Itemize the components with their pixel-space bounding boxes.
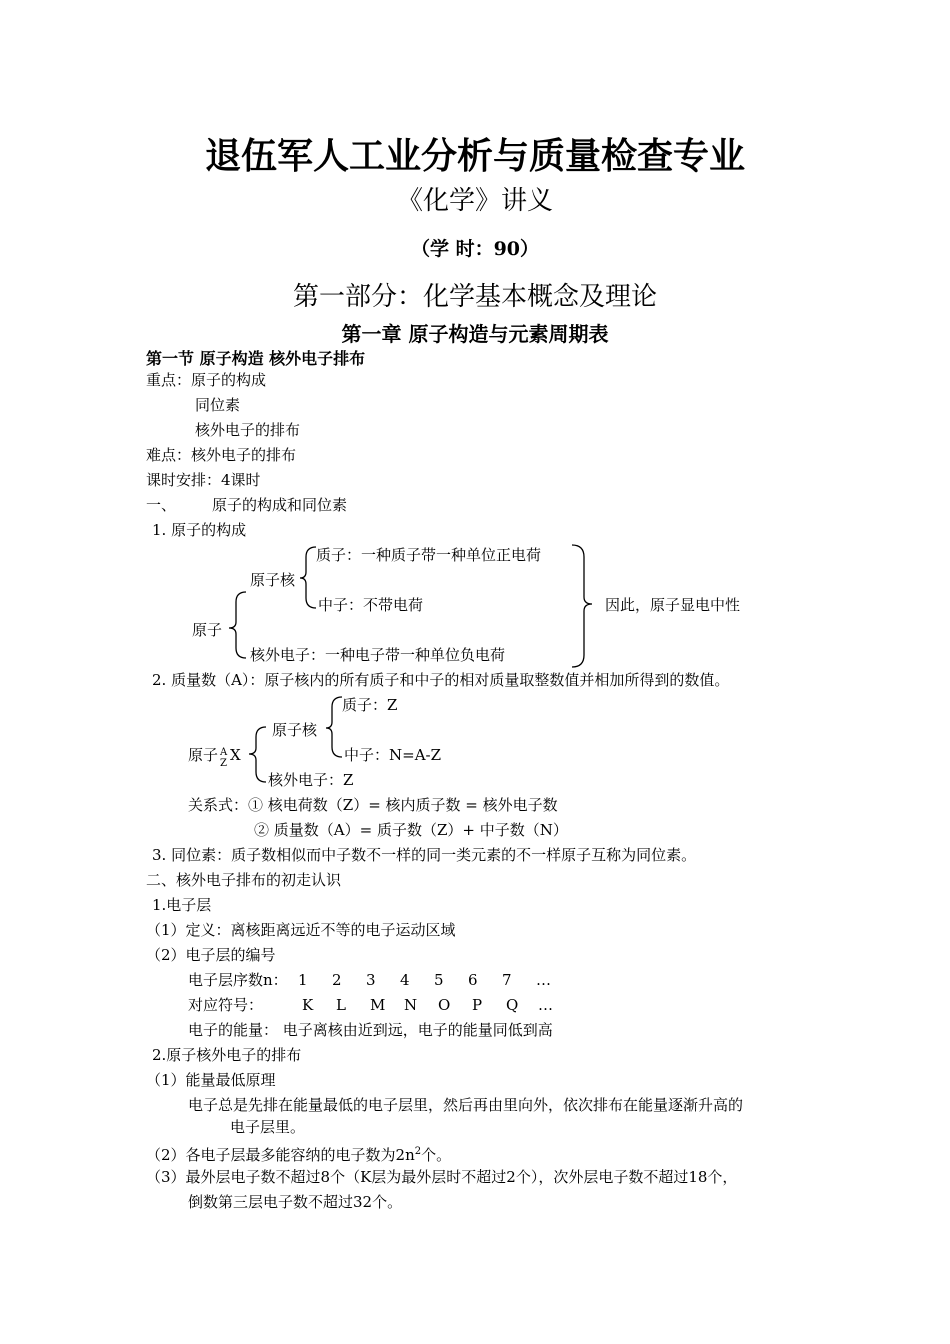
conclusion-brace [572, 545, 592, 667]
diagram1-atom: 原子 [192, 621, 223, 639]
part-one-heading: 原子的构成和同位素 [212, 496, 348, 514]
shell-number-cell: 6 [468, 971, 478, 989]
rule1-title: （1）能量最低原理 [146, 1071, 276, 1089]
shell-title: 1.电子层 [152, 896, 212, 914]
part-two-heading: 二、核外电子排布的初走认识 [146, 871, 342, 889]
part-title: 第一部分：化学基本概念及理论 [292, 282, 657, 312]
shell-numbering: （2）电子层的编号 [146, 946, 276, 964]
schedule: 课时安排：4课时 [146, 471, 261, 489]
shell-number-cell: 5 [434, 971, 444, 989]
shell-symbol-cell: P [472, 996, 483, 1014]
key-point: 重点：原子的构成 [146, 371, 267, 389]
mass-number-sup: A [220, 747, 228, 758]
shell-definition: （1）定义：离核距离远近不等的电子运动区域 [146, 921, 456, 939]
diagram2-electron: 核外电子：Z [268, 771, 354, 789]
item-atom-composition: 1. 原子的构成 [152, 521, 247, 539]
diagram1-electron: 核外电子：一种电子带一种单位负电荷 [250, 646, 506, 664]
difficulty: 难点：核外电子的排布 [146, 446, 297, 464]
nucleus-brace [300, 547, 316, 608]
diagram2-atom-prefix: 原子 [188, 746, 219, 764]
arrangement-title: 2.原子核外电子的排布 [152, 1046, 302, 1064]
class-hours: （学 时：90） [410, 238, 540, 260]
electron-energy: 电子的能量： 电子离核由近到远，电子的能量同低到高 [188, 1021, 553, 1039]
nucleus-brace-2 [326, 697, 342, 757]
shell-symbol-cell: K [302, 996, 314, 1014]
shell-number-label: 电子层序数n： [188, 971, 288, 989]
rule1-text: 电子总是先排在能量最低的电子层里，然后再由里向外，依次排布在能量逐渐升高的 [188, 1096, 744, 1114]
chapter-title: 第一章 原子构造与元素周期表 [341, 322, 609, 346]
shell-symbol-cell: M [370, 996, 386, 1014]
section-heading: 第一节 原子构造 核外电子排布 [146, 349, 366, 368]
diagram2-proton: 质子：Z [342, 696, 398, 714]
shell-symbol-cell: L [336, 996, 346, 1014]
atom-brace-2 [249, 727, 266, 782]
shell-symbol-cell: O [438, 996, 451, 1014]
rule3: （3）最外层电子数不超过8个（K层为最外层时不超过2个），次外层电子数不超过18个， [146, 1168, 738, 1186]
atom-brace [229, 592, 246, 658]
document-subtitle: 《化学》讲义 [396, 186, 553, 216]
relation-2: ② 质量数（A）= 质子数（Z）+ 中子数（N） [254, 821, 568, 839]
shell-number-cell: 7 [502, 971, 512, 989]
relation-1: 关系式：① 核电荷数（Z）= 核内质子数 = 核外电子数 [188, 796, 558, 814]
rule2-prefix: （2）各电子层最多能容纳的电子数为2n [146, 1146, 415, 1164]
key-point: 同位素 [195, 396, 241, 414]
shell-number-cell: 3 [366, 971, 376, 989]
diagram1-nucleus: 原子核 [250, 571, 296, 589]
shell-symbol-cell: N [404, 996, 418, 1014]
document-title: 退伍军人工业分析与质量检查专业 [204, 135, 745, 177]
rule3-cont: 倒数第三层电子数不超过32个。 [188, 1193, 403, 1211]
diagram1-proton: 质子：一种质子带一种单位正电荷 [316, 546, 542, 564]
shell-number-cell: … [536, 971, 551, 989]
key-point: 核外电子的排布 [195, 421, 301, 439]
diagram2-atom-symbol [188, 745, 241, 769]
rule2-suffix: 个。 [421, 1146, 452, 1164]
element-symbol: X [230, 746, 241, 764]
diagram1-conclusion: 因此，原子显电中性 [605, 596, 741, 614]
shell-symbol-cell: … [538, 996, 553, 1014]
shell-number-cell: 4 [400, 971, 410, 989]
part-one-number: 一、 [146, 496, 177, 514]
rule1-text-cont: 电子层里。 [230, 1118, 306, 1136]
shell-number-cell: 1 [298, 971, 308, 989]
diagram1-neutron: 中子：不带电荷 [318, 596, 424, 614]
diagram2-nucleus: 原子核 [272, 721, 318, 739]
item-isotope: 3. 同位素：质子数相似而中子数不一样的同一类元素的不一样原子互称为同位素。 [152, 846, 697, 864]
rule2-exponent: 2 [414, 1146, 422, 1157]
atomic-number-sub: Z [220, 758, 227, 769]
diagram2-neutron: 中子：N=A-Z [344, 746, 442, 764]
shell-symbol-label: 对应符号： [188, 996, 264, 1014]
shell-symbol-cell: Q [506, 996, 519, 1014]
rule2 [146, 1142, 451, 1165]
item-mass-number: 2. 质量数（A）：原子核内的所有质子和中子的相对质量取整数值并相加所得到的数值。 [152, 671, 730, 689]
shell-number-cell: 2 [332, 971, 342, 989]
